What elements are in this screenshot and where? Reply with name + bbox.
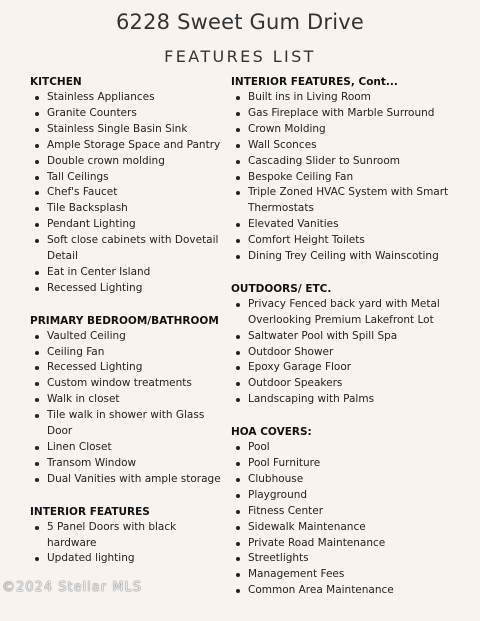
bullet-icon — [236, 526, 240, 530]
list-item-text: Recessed Lighting — [47, 281, 143, 294]
bullet-icon — [236, 255, 240, 259]
list-item-text: Clubhouse — [248, 472, 304, 485]
list-item — [30, 408, 226, 440]
list-item-text: Triple Zoned HVAC System with Smart Thermostats — [248, 186, 449, 215]
list-item-text: Transom Window — [47, 456, 137, 469]
list-item-text: Saltwater Pool with Spill Spa — [248, 329, 398, 342]
bullet-icon — [236, 335, 240, 339]
list-item-text: Double crown molding — [47, 154, 165, 167]
bullet-icon — [35, 366, 39, 370]
list-item-text: Tall Ceilings — [47, 170, 109, 183]
list-item-text: Chef's Faucet — [47, 186, 118, 199]
list-item-text: Crown Molding — [248, 122, 326, 135]
bullet-icon — [236, 573, 240, 577]
page-title: 6228 Sweet Gum Drive — [115, 10, 365, 34]
list-item — [30, 281, 226, 297]
bullet-icon — [236, 176, 240, 180]
list-item — [30, 360, 226, 376]
bullet-icon — [236, 398, 240, 402]
bullet-icon — [35, 271, 39, 275]
list-item — [30, 201, 226, 217]
bullet-icon — [236, 191, 240, 195]
bullet-icon — [35, 191, 39, 195]
bullet-icon — [236, 462, 240, 466]
bullet-icon — [35, 144, 39, 148]
list-item — [231, 154, 451, 170]
list-item-text: Playground — [248, 488, 308, 501]
list-item — [231, 122, 451, 138]
bullet-icon — [35, 414, 39, 418]
list-item — [231, 329, 451, 345]
bullet-icon — [236, 510, 240, 514]
list-item-text: Outdoor Speakers — [248, 377, 343, 390]
list-item — [231, 345, 451, 361]
list-item — [231, 217, 451, 233]
list-item — [231, 138, 451, 154]
bullet-icon — [35, 557, 39, 561]
list-item — [231, 376, 451, 392]
bullet-icon — [236, 494, 240, 498]
bullet-icon — [35, 128, 39, 132]
list-item — [30, 345, 226, 361]
list-item-text: Dining Trey Ceiling with Wainscoting — [248, 250, 439, 263]
bullet-icon — [236, 382, 240, 386]
list-item — [231, 567, 451, 583]
list-item — [30, 392, 226, 408]
list-item-text: Sidewalk Maintenance — [248, 520, 366, 533]
list-item-text: Landscaping with Palms — [248, 393, 375, 406]
list-item — [231, 520, 451, 536]
list-item — [231, 392, 451, 408]
right-column — [231, 74, 451, 599]
primary-heading: PRIMARY BEDROOM/BATHROOM — [30, 314, 219, 327]
list-item — [231, 488, 451, 504]
list-item-text: Ceiling Fan — [47, 345, 105, 358]
watermark: ©2024 Stellar MLS — [2, 580, 142, 595]
list-item — [30, 376, 226, 392]
list-item — [231, 551, 451, 567]
bullet-icon — [236, 223, 240, 227]
kitchen-list — [30, 90, 226, 297]
bullet-icon — [236, 160, 240, 164]
list-item-text: Dual Vanities with ample storage — [47, 472, 221, 485]
list-item-text: Pool Furniture — [248, 457, 321, 469]
list-item-text: Gas Fireplace with Marble Surround — [248, 106, 435, 119]
bullet-icon — [35, 176, 39, 180]
interior-heading: INTERIOR FEATURES — [30, 505, 150, 518]
kitchen-heading: KITCHEN — [30, 76, 82, 88]
list-item — [231, 170, 451, 186]
list-item-text: Ample Storage Space and Pantry — [47, 138, 221, 151]
list-item — [231, 360, 451, 376]
bullet-icon — [236, 446, 240, 450]
bullet-icon — [236, 239, 240, 243]
bullet-icon — [35, 351, 39, 355]
bullet-icon — [35, 398, 39, 402]
bullet-icon — [35, 239, 39, 243]
bullet-icon — [35, 223, 39, 227]
list-item-text: Comfort Height Toilets — [248, 234, 365, 247]
list-item — [30, 90, 226, 106]
list-item — [231, 90, 451, 106]
interior-list — [30, 520, 226, 568]
bullet-icon — [236, 557, 240, 561]
list-item-text: Updated lighting — [47, 552, 135, 565]
hoa-heading: HOA COVERS: — [231, 426, 312, 439]
interior-cont-list — [231, 90, 451, 265]
outdoors-heading: OUTDOORS/ ETC. — [231, 282, 332, 295]
bullet-icon — [236, 144, 240, 148]
list-item — [30, 106, 226, 122]
list-item — [231, 472, 451, 488]
list-item-text: 5 Panel Doors with black hardware — [47, 520, 177, 549]
list-item-text: Fitness Center — [248, 504, 324, 517]
list-item — [30, 520, 226, 552]
bullet-icon — [35, 335, 39, 339]
list-item — [30, 185, 226, 201]
list-item — [231, 249, 451, 265]
bullet-icon — [35, 287, 39, 291]
list-item-text: Stainless Single Basin Sink — [47, 122, 188, 135]
bullet-icon — [35, 526, 39, 530]
list-item-text: Stainless Appliances — [47, 91, 155, 103]
list-item-text: Soft close cabinets with Dovetail Detail — [47, 234, 219, 263]
bullet-icon — [236, 478, 240, 482]
outdoors-list — [231, 297, 451, 408]
list-item — [231, 106, 451, 122]
list-item — [30, 440, 226, 456]
list-item-text: Common Area Maintenance — [248, 584, 394, 597]
list-item — [30, 122, 226, 138]
bullet-icon — [35, 160, 39, 164]
list-item-text: Streetlights — [248, 552, 309, 565]
bullet-icon — [35, 382, 39, 386]
list-item-text: Outdoor Shower — [248, 345, 334, 358]
bullet-icon — [236, 112, 240, 116]
list-item-text: Elevated Vanities — [248, 218, 339, 231]
list-item — [231, 185, 451, 217]
list-item-text: Recessed Lighting — [47, 361, 143, 374]
list-item — [30, 138, 226, 154]
list-item — [30, 217, 226, 233]
list-item-text: Vaulted Ceiling — [47, 329, 126, 342]
list-item-text: Eat in Center Island — [47, 265, 151, 278]
list-item — [30, 154, 226, 170]
list-item-text: Private Road Maintenance — [248, 536, 386, 549]
list-item — [231, 233, 451, 249]
list-item — [231, 456, 451, 472]
list-item-text: Bespoke Ceiling Fan — [248, 170, 354, 183]
list-item-text: Wall Sconces — [248, 138, 317, 151]
list-item-text: Tile Backsplash — [47, 202, 128, 215]
list-item — [30, 456, 226, 472]
list-item — [30, 472, 226, 488]
bullet-icon — [35, 446, 39, 450]
bullet-icon — [236, 542, 240, 546]
list-item — [30, 170, 226, 186]
bullet-icon — [35, 112, 39, 116]
bullet-icon — [35, 478, 39, 482]
list-item-text: Tile walk in shower with Glass Door — [47, 409, 205, 438]
hoa-list — [231, 440, 451, 599]
list-item-text: Cascading Slider to Sunroom — [248, 154, 400, 167]
bullet-icon — [236, 128, 240, 132]
list-item-text: Privacy Fenced back yard with Metal Overlooking Premium Lakefront Lot — [248, 297, 440, 326]
bullet-icon — [35, 96, 39, 100]
bullet-icon — [35, 207, 39, 211]
list-item — [231, 583, 451, 599]
list-item-text: Pendant Lighting — [47, 218, 136, 231]
bullet-icon — [236, 366, 240, 370]
list-item — [30, 551, 226, 567]
bullet-icon — [236, 303, 240, 307]
list-item — [231, 504, 451, 520]
bullet-icon — [236, 96, 240, 100]
page-subtitle: FEATURES LIST — [164, 47, 316, 66]
bullet-icon — [236, 589, 240, 593]
list-item-text: Epoxy Garage Floor — [248, 361, 352, 374]
left-column — [30, 74, 226, 567]
list-item — [231, 297, 451, 329]
list-item-text: Custom window treatments — [47, 377, 192, 390]
bullet-icon — [35, 462, 39, 466]
bullet-icon — [236, 351, 240, 355]
list-item-text: Walk in closet — [47, 393, 120, 406]
primary-list — [30, 329, 226, 488]
list-item — [30, 329, 226, 345]
list-item-text: Linen Closet — [47, 441, 112, 454]
list-item-text: Management Fees — [248, 568, 345, 581]
list-item-text: Pool — [248, 441, 270, 454]
list-item — [231, 440, 451, 456]
list-item-text: Built ins in Living Room — [248, 91, 371, 103]
list-item — [30, 265, 226, 281]
list-item — [30, 233, 226, 265]
interior-cont-heading: INTERIOR FEATURES, Cont... — [231, 76, 398, 88]
list-item — [231, 536, 451, 552]
list-item-text: Granite Counters — [47, 106, 137, 119]
